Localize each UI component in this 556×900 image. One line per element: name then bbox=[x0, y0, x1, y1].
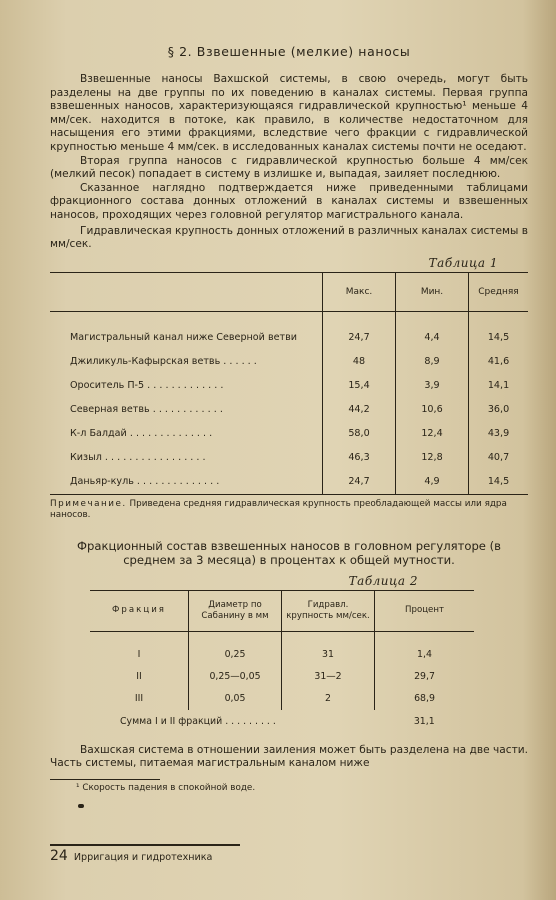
table2-caption: Таблица 2 bbox=[348, 573, 418, 588]
diameter: 0,05 bbox=[189, 688, 282, 710]
hydraulic-speed: 31—2 bbox=[282, 666, 375, 688]
table-row-sum bbox=[90, 710, 474, 734]
fraction: I bbox=[137, 649, 141, 661]
fraction: III bbox=[134, 693, 144, 705]
value-max: 24,7 bbox=[323, 470, 396, 495]
table2 bbox=[90, 590, 474, 734]
table1-header-max: Макс. bbox=[323, 272, 396, 311]
table1-header-avg: Средняя bbox=[469, 272, 529, 311]
section-title: § 2. Взвешенные (мелкие) наносы bbox=[167, 44, 411, 59]
percent: 29,7 bbox=[375, 666, 475, 688]
value-avg: 43,9 bbox=[469, 422, 529, 446]
hydraulic-speed: 31 bbox=[282, 644, 375, 666]
paragraph-2: Вторая группа наносов с гидравлической крупностью больше 4 мм/сек (мелкий песок) попадает в систему в излишке и, выпадая, заиляет последнюю. bbox=[50, 154, 528, 181]
value-min: 8,9 bbox=[396, 350, 469, 374]
journal-title: Ирригация и гидротехника bbox=[73, 852, 213, 863]
table2-title: Фракционный состав взвешенных наносов в головном регуляторе (в среднем за 3 месяца) в процентах к общей мутности. bbox=[77, 538, 501, 568]
value-min: 3,9 bbox=[396, 374, 469, 398]
paragraph-1: Взвешенные наносы Вахшской системы, в свою очередь, могут быть разделены на две группы по их поведению в каналах системы. Первая группа взвешенных наносов, характеризующаяся гидравлической крупностью¹ меньше 4 мм/сек. находится в потоке, как правило, в количестве недостаточном для насыщения его этими фракциями, вследствие чего фракции с гидравлической крупностью меньше 4 мм/сек. в исследованных каналах системы почти не оседают. bbox=[50, 73, 528, 153]
closing-paragraph: Вахшская система в отношении заиления может быть разделена на две части. Часть системы, питаемая магистральным каналом ниже bbox=[50, 743, 528, 770]
table-row bbox=[50, 326, 528, 350]
value-avg: 36,0 bbox=[469, 398, 529, 422]
canal-name: Кизыл . . . . . . . . . . . . . . . . . bbox=[70, 452, 206, 464]
value-avg: 41,6 bbox=[469, 350, 529, 374]
table2-header-speed: Гидравл. крупность мм/сек. bbox=[282, 590, 375, 631]
value-avg: 14,1 bbox=[469, 374, 529, 398]
value-min: 4,9 bbox=[396, 470, 469, 495]
percent: 1,4 bbox=[375, 644, 475, 666]
table-row bbox=[50, 374, 528, 398]
table2-header-diameter: Диаметр по Сабанину в мм bbox=[189, 590, 282, 631]
footnote-rule bbox=[50, 779, 160, 780]
canal-name: Ороситель П-5 . . . . . . . . . . . . . bbox=[70, 380, 224, 392]
page-footer bbox=[50, 844, 240, 864]
table-row bbox=[90, 644, 474, 666]
fraction: II bbox=[136, 671, 142, 683]
value-min: 12,8 bbox=[396, 446, 469, 470]
canal-name: Даньяр-куль . . . . . . . . . . . . . . bbox=[50, 470, 323, 495]
table1 bbox=[50, 272, 528, 495]
ink-mark bbox=[78, 804, 84, 808]
sum-label: Сумма I и II фракций . . . . . . . . . bbox=[120, 716, 276, 728]
table-row bbox=[50, 350, 528, 374]
table-row bbox=[50, 446, 528, 470]
value-max: 24,7 bbox=[323, 326, 396, 350]
table-row bbox=[90, 688, 474, 710]
value-max: 58,0 bbox=[323, 422, 396, 446]
page-number: 24 bbox=[50, 848, 68, 864]
value-max: 46,3 bbox=[323, 446, 396, 470]
table1-note bbox=[50, 499, 528, 521]
table-row bbox=[50, 422, 528, 446]
table-row bbox=[90, 666, 474, 688]
diameter: 0,25 bbox=[189, 644, 282, 666]
value-min: 12,4 bbox=[396, 422, 469, 446]
note-label: Примечание. bbox=[50, 498, 127, 509]
percent: 68,9 bbox=[375, 688, 475, 710]
table1-header-min: Мин. bbox=[396, 272, 469, 311]
table2-header-percent: Процент bbox=[375, 590, 475, 631]
value-max: 15,4 bbox=[323, 374, 396, 398]
value-avg: 14,5 bbox=[469, 470, 529, 495]
table1-header-blank bbox=[50, 272, 323, 311]
diameter: 0,25—0,05 bbox=[189, 666, 282, 688]
canal-name: Северная ветвь . . . . . . . . . . . . bbox=[70, 404, 223, 416]
table-row bbox=[50, 398, 528, 422]
paragraph-3: Сказанное наглядно подтверждается ниже приведенными таблицами фракционного состава донных отложений в каналах системы и взвешенных наносов, проходящих через головной регулятор магистрального канала. bbox=[50, 181, 528, 221]
hydraulic-speed: 2 bbox=[282, 688, 375, 710]
table2-header-fraction: Фракция bbox=[90, 590, 189, 631]
footnote: ¹ Скорость падения в спокойной воде. bbox=[76, 782, 256, 793]
canal-name: Джиликуль-Кафырская ветвь . . . . . . bbox=[70, 356, 257, 368]
canal-name: К-л Балдай . . . . . . . . . . . . . . bbox=[70, 428, 213, 440]
sum-value: 31,1 bbox=[413, 716, 435, 728]
table1-caption: Таблица 1 bbox=[428, 255, 498, 270]
value-avg: 40,7 bbox=[469, 446, 529, 470]
value-min: 10,6 bbox=[396, 398, 469, 422]
value-max: 48 bbox=[323, 350, 396, 374]
value-min: 4,4 bbox=[396, 326, 469, 350]
canal-name: Магистральный канал ниже Северной ветви bbox=[70, 332, 297, 344]
table-row bbox=[50, 470, 528, 495]
value-max: 44,2 bbox=[323, 398, 396, 422]
note-text: Приведена средняя гидравлическая крупность преобладающей массы или ядра наносов. bbox=[50, 498, 507, 520]
table1-title: Гидравлическая крупность донных отложений в различных каналах системы в мм/сек. bbox=[50, 224, 528, 251]
value-avg: 14,5 bbox=[469, 326, 529, 350]
